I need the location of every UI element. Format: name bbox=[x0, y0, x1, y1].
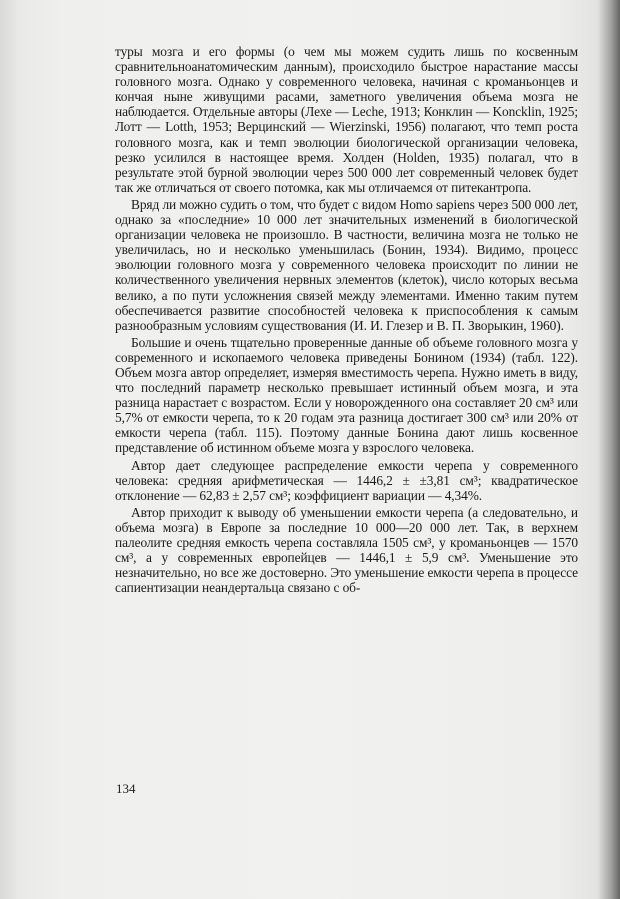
body-text bbox=[115, 44, 578, 595]
page-number: 134 bbox=[116, 781, 136, 796]
paragraph-1: туры мозга и его формы (о чем мы можем судить лишь по косвенным сравнительноанатомическим данным), происходило быстрое нарастание массы головного мозга. Однако у современного человека, начиная с кроманьонцев и кончая ныне живущими расами, заметного увеличения объема мозга не наблюдается. Отдельные авторы (Лехе — Leche, 1913; Конклин — Koncklin, 1925; Лотт — Lotth, 1953; Верцинский — Wierzinski, 1956) полагают, что темп роста головного мозга, как и темп эволюции биологической организации человека, резко усилился в настоящее время. Холден (Holden, 1935) полагал, что в результате этой бурной эволюции через 500 000 лет современный человек будет так же отличаться от своего потомка, как мы отличаемся от питекантропа. bbox=[115, 44, 578, 195]
paragraph-3: Большие и очень тщательно проверенные данные об объеме головного мозга у современного и ископаемого человека приведены Бонином (1934) (табл. 122). Объем мозга автор определяет, измеряя вместимость черепа. Нужно иметь в виду, что последний параметр несколько превышает истинный объем мозга, и эта разница нарастает с возрастом. Если у новорожденного она составляет 20 см³ или 5,7% от емкости черепа, то к 20 годам эта разница достигает 300 см³ или 20% от емкости черепа (табл. 115). Поэтому данные Бонина дают лишь косвенное представление об истинном объеме мозга у взрослого человека. bbox=[115, 334, 578, 456]
binding-shadow bbox=[598, 0, 620, 899]
paragraph-4: Автор дает следующее распределение емкости черепа у современного человека: средняя арифметическая — 1446,2 ± ±3,81 см³; квадратическое отклонение — 62,83 ± 2,57 см³; коэффициент вариации — 4,34%. bbox=[115, 457, 578, 503]
paragraph-5: Автор приходит к выводу об уменьшении емкости черепа (а следовательно, и объема мозга) в Европе за последние 10 000—20 000 лет. Так, в верхнем палеолите средняя емкость черепа составляла 1505 см³, у кроманьонцев — 1570 см³, а у современных европейцев — 1446,1 ± 5,9 см³. Уменьшение это незначительно, но все же достоверно. Это уменьшение емкости черепа в процессе сапиентизации неандертальца связано с об- bbox=[115, 504, 578, 596]
paragraph-2: Вряд ли можно судить о том, что будет с видом Homo sapiens через 500 000 лет, однако за «последние» 10 000 лет значительных изменений в биологической организации человека не произошло. В частности, величина мозга не только не увеличилась, но и несколько уменьшилась (Бонин, 1934). Видимо, процесс эволюции головного мозга у современного человека происходит по линии не количественного увеличения нервных элементов (клеток), число которых весьма велико, а по пути усложнения связей между элементами. Именно таким путем обеспечивается развитие способностей человека к приспособления к самым разнообразным условиям существования (И. И. Глезер и В. П. Зворыкин, 1960). bbox=[115, 196, 578, 333]
